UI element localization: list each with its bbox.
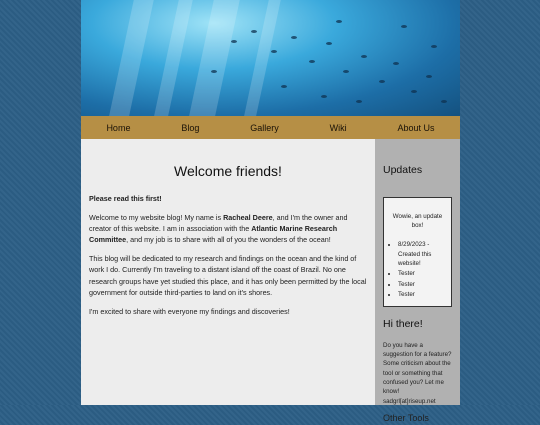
sidebar [375,139,460,423]
other-tools-title: Other Tools [383,412,429,423]
nav-home[interactable]: Home [106,122,131,133]
nav-gallery[interactable]: Gallery [250,122,279,133]
ocean-banner-image [81,0,460,116]
update-item: • Tester [398,280,447,289]
update-box [383,197,452,307]
update-box-intro: Wowie, an update box! [392,212,443,230]
organization-name: Atlantic Marine Research Committee [89,224,338,245]
nav-blog[interactable]: Blog [181,122,200,133]
update-item: • Tester [398,269,447,278]
hi-there-text: Do you have a suggestion for a feature? Some criticism about the tool or something that confused you? Let me know! sadgrl[at]riseup.net [383,341,452,405]
nav-about-us[interactable]: About Us [397,122,435,133]
closing-paragraph: I'm excited to share with everyone my findings and discoveries! [89,306,290,316]
page-title: Welcome friends! [174,163,282,179]
update-item: • Tester [398,290,447,299]
author-name: Racheal Deere [223,212,273,222]
hi-there-title: Hi there! [383,318,423,331]
update-list [388,240,447,299]
updates-title: Updates [383,164,423,176]
intro-text-c: , and my job is to share with all of you the wonders of the ocean! [126,235,331,245]
main-nav [81,116,460,139]
main-content [81,139,375,405]
intro-paragraph [89,212,367,245]
research-paragraph: This blog will be dedicated to my research and findings on the ocean and the kind of work I do. Currently I'm traveling to a distant island off the coast of Brazil. No one research groups have yet studied this place, and it has only been permitted by the local government for outside third-parties to land on it's shores. [89,254,367,297]
update-item: • 8/29/2023 - Created this website! [398,240,447,268]
page-container [81,0,460,423]
intro-text-a: Welcome to my website blog! My name is [89,212,224,222]
intro-text-b: , and I'm the owner and creator of this website. I am in association with the [89,212,348,233]
read-first-heading: Please read this first! [89,193,162,203]
nav-wiki[interactable]: Wiki [329,122,347,133]
